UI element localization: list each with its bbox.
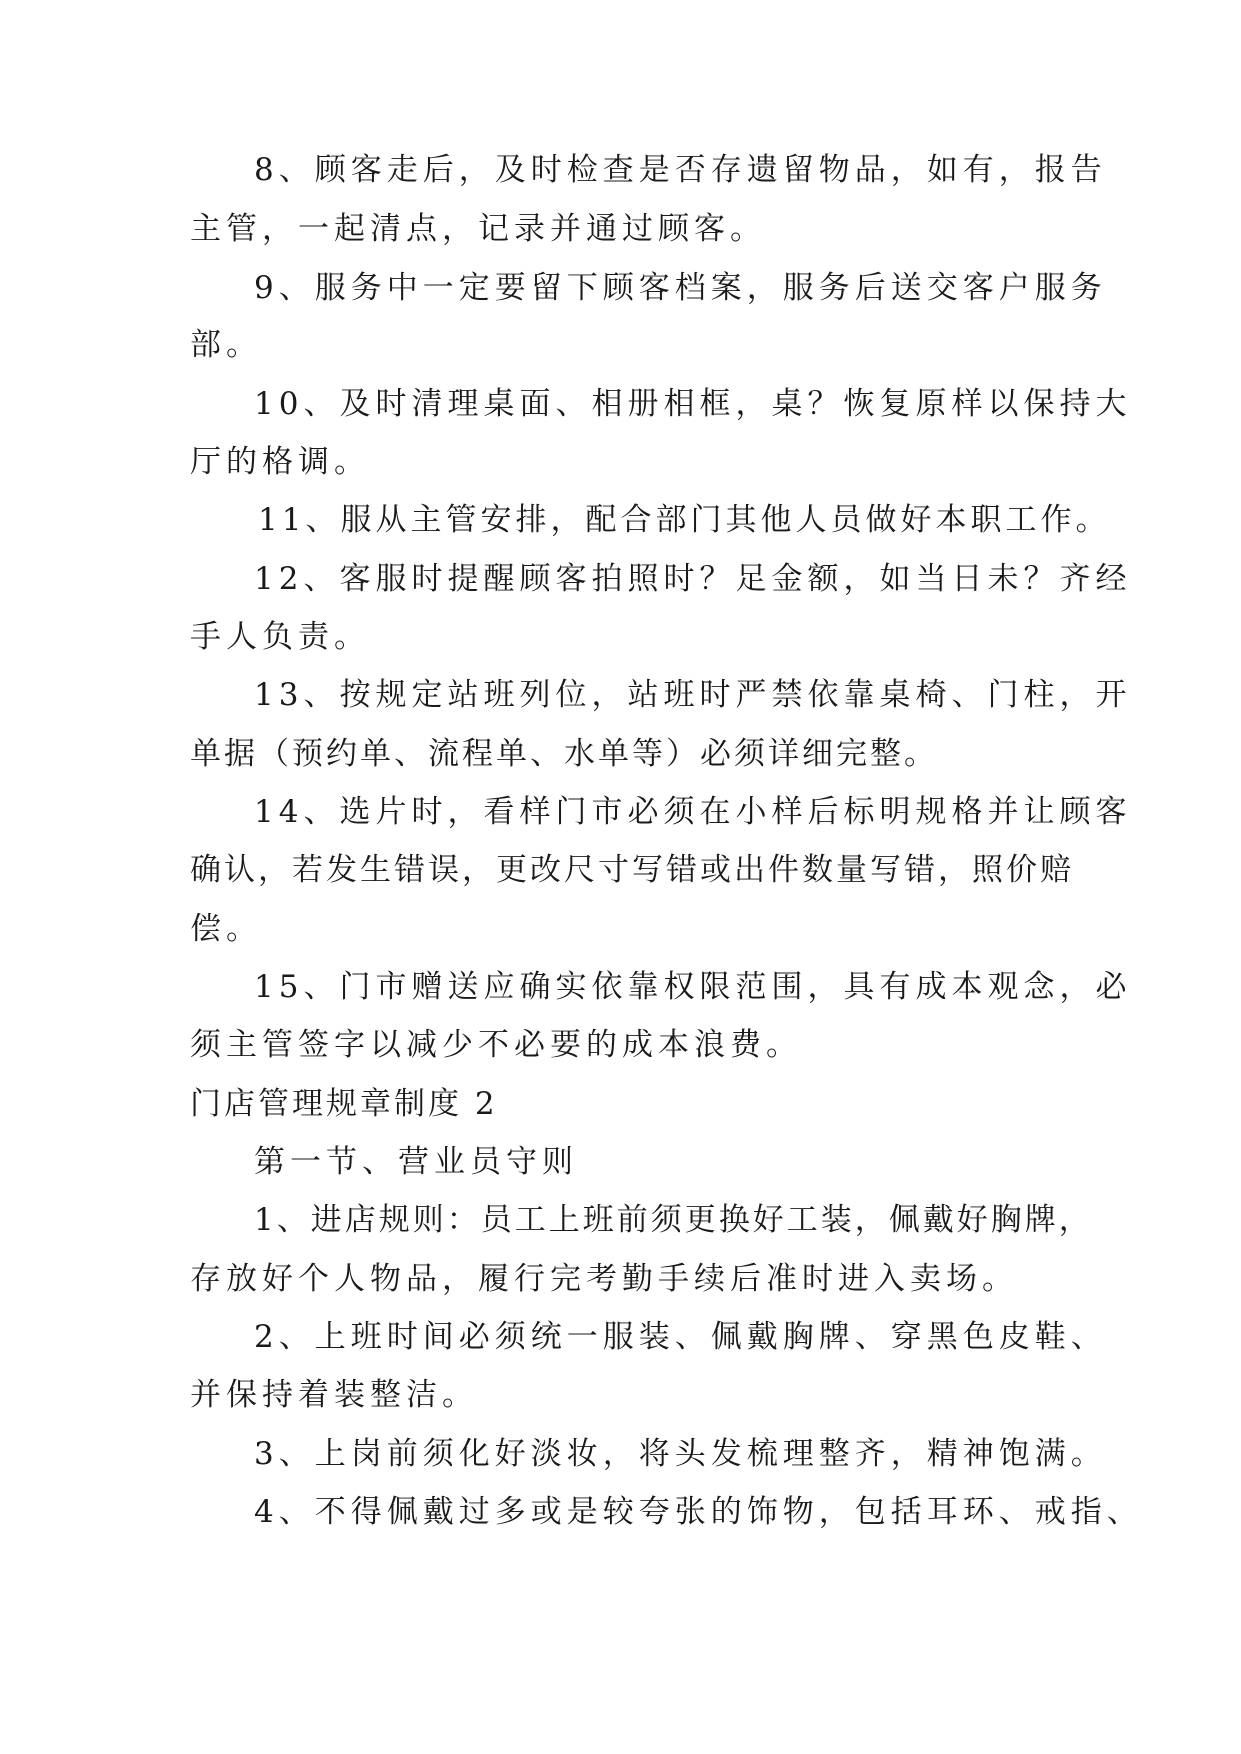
item-14-line-2: 确认，若发生错误，更改尺寸写错或出件数量写错，照价赔 — [190, 852, 1074, 888]
item-10-line-1: 10、及时清理桌面、相册相框，桌？恢复原样以保持大 — [254, 386, 1132, 422]
item-12-line-1: 12、客服时提醒顾客拍照时？足金额，如当日未？齐经 — [254, 561, 1132, 597]
item-8-line-1: 8、顾客走后，及时检查是否存遗留物品，如有，报告 — [254, 152, 1107, 188]
rule-2-line-1: 2、上班时间必须统一服装、佩戴胸牌、穿黑色皮鞋、 — [254, 1319, 1107, 1355]
item-10-line-2: 厅的格调。 — [190, 444, 370, 480]
item-14-line-3: 偿。 — [190, 911, 262, 947]
item-11-line-1: 11、服从主管安排，配合部门其他人员做好本职工作。 — [258, 502, 1111, 538]
item-15-line-2: 须主管签字以减少不必要的成本浪费。 — [190, 1027, 802, 1063]
item-13-line-2: 单据（预约单、流程单、水单等）必须详细完整。 — [190, 736, 938, 772]
item-15-line-1: 15、门市赠送应确实依靠权限范围，具有成本观念，必 — [254, 969, 1132, 1005]
item-14-line-1: 14、选片时，看样门市必须在小样后标明规格并让顾客 — [254, 794, 1132, 830]
item-13-line-1: 13、按规定站班列位，站班时严禁依靠桌椅、门柱，开 — [254, 677, 1132, 713]
rule-3-line-1: 3、上岗前须化好淡妆，将头发梳理整齐，精神饱满。 — [254, 1436, 1107, 1472]
item-8-line-2: 主管，一起清点，记录并通过顾客。 — [190, 211, 766, 247]
subsection-title: 第一节、营业员守则 — [254, 1144, 578, 1180]
rule-4-line-1: 4、不得佩戴过多或是较夸张的饰物，包括耳环、戒指、 — [254, 1494, 1143, 1530]
item-12-line-2: 手人负责。 — [190, 619, 370, 655]
rule-2-line-2: 并保持着装整洁。 — [190, 1377, 478, 1413]
item-9-line-1: 9、服务中一定要留下顾客档案，服务后送交客户服务 — [254, 270, 1107, 306]
item-9-line-2: 部。 — [190, 327, 262, 363]
section-title: 门店管理规章制度 2 — [190, 1086, 498, 1122]
rule-1-line-1: 1、进店规则：员工上班前须更换好工装，佩戴好胸牌， — [254, 1202, 1093, 1238]
rule-1-line-2: 存放好个人物品，履行完考勤手续后准时进入卖场。 — [190, 1261, 1018, 1297]
